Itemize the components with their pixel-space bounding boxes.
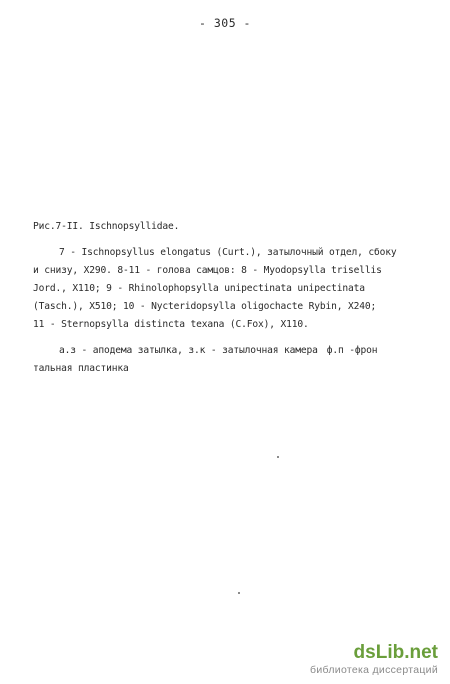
caption-line: (Tasch.), X510; 10 - Nycteridopsylla oligochacte Rybin, X240;	[33, 301, 377, 312]
figure-caption	[33, 218, 433, 378]
legend-main: а.з - аподема затылка, з.к - затылочная камера	[59, 345, 318, 356]
watermark-subtitle: библиотека диссертаций	[310, 664, 438, 676]
legend-line	[33, 342, 433, 360]
watermark	[310, 642, 438, 676]
caption-title: Рис.7-II. Ischnopsyllidae.	[33, 221, 180, 232]
caption-spacer	[33, 236, 433, 244]
legend-tail: ф.п -фрон	[326, 345, 378, 356]
legend-continuation: тальная пластинка	[33, 363, 129, 374]
caption-line: 7 - Ischnopsyllus elongatus (Curt.), затылочный отдел, сбоку	[59, 247, 397, 258]
page-number: - 305 -	[199, 16, 251, 30]
scan-speck	[277, 456, 279, 458]
caption-line: 11 - Sternopsylla distincta texana (C.Fox), X110.	[33, 319, 309, 330]
watermark-logo: dsLib.net	[353, 642, 438, 663]
scan-speck	[238, 592, 240, 594]
caption-line: и снизу, X290. 8-11 - голова самцов: 8 - Myodopsylla trisellis	[33, 265, 382, 276]
caption-line: Jord., X110; 9 - Rhinolophopsylla unipectinata unipectinata	[33, 283, 365, 294]
caption-spacer	[33, 334, 433, 342]
